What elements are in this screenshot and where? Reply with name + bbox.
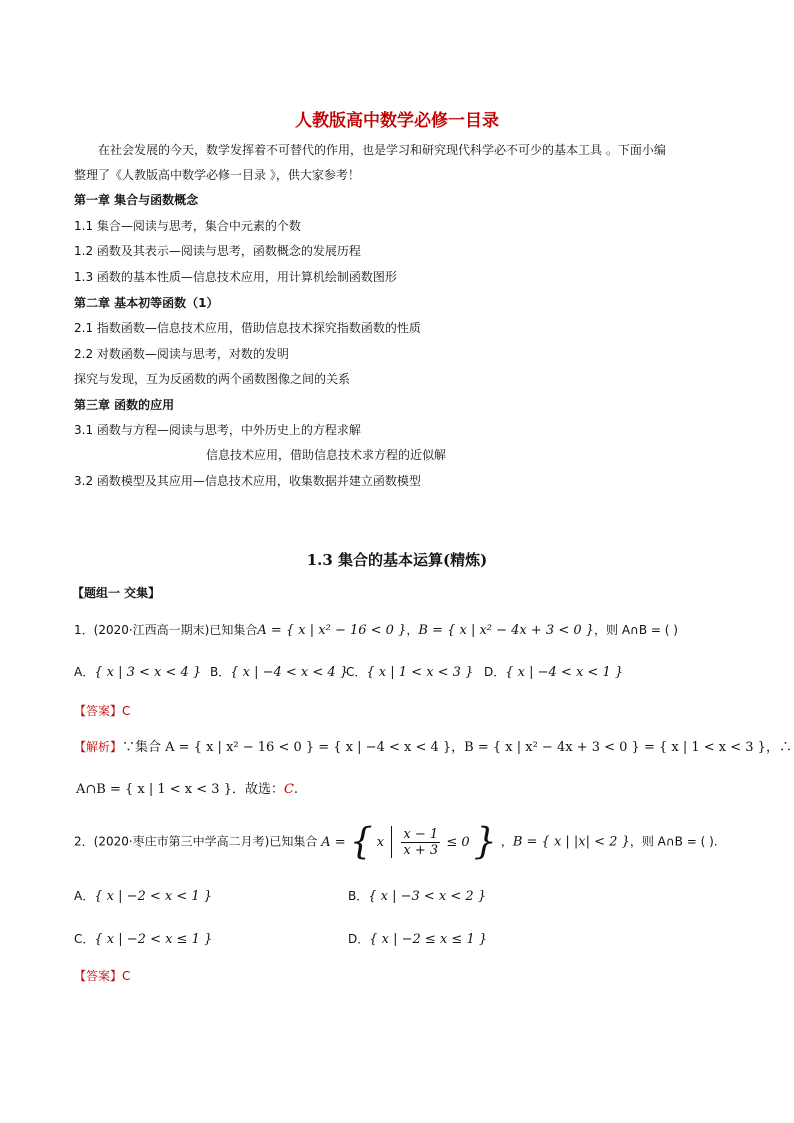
option-value: { x | 3 < x < 4 } xyxy=(94,665,202,680)
option-value: { x | −2 < x < 1 } xyxy=(94,889,213,904)
question-group-heading: 【题组一 交集】 xyxy=(72,586,161,600)
analysis-label: 【解析】 xyxy=(74,740,123,754)
left-brace-icon: { xyxy=(349,821,373,862)
set-a-rhs: ≤ 0 xyxy=(446,834,470,850)
answer-value: C xyxy=(122,969,131,983)
answer-label: 【答案】 xyxy=(74,969,123,983)
question-2-option-b[interactable] xyxy=(348,888,486,905)
chapter-3-item-2: 3.2 函数模型及其应用—信息技术应用，收集数据并建立函数模型 xyxy=(74,474,421,488)
chapter-2-heading: 第二章 基本初等函数（1） xyxy=(74,296,219,310)
set-var: x xyxy=(376,834,385,850)
intro-line-1: 在社会发展的今天，数学发挥着不可替代的作用，也是学习和研究现代科学必不可少的基本工具 。下面小编 xyxy=(98,143,666,157)
question-2-stem xyxy=(74,821,718,862)
question-2-set-a xyxy=(321,821,501,862)
question-2-answer xyxy=(74,968,130,984)
question-1-option-c[interactable] xyxy=(346,664,473,681)
question-1-stem xyxy=(74,622,678,639)
option-value: { x | −4 < x < 4 } xyxy=(230,665,349,680)
option-label: B． xyxy=(210,665,231,679)
option-label: A． xyxy=(74,665,95,679)
option-label: A． xyxy=(74,889,95,903)
question-2-option-c[interactable] xyxy=(74,931,212,948)
option-label: B． xyxy=(348,889,369,903)
chapter-2-item-1: 2.1 指数函数—信息技术应用，借助信息技术探究指数函数的性质 xyxy=(74,321,421,335)
question-1-set-a: A = { x | x² − 16 < 0 } xyxy=(257,623,407,638)
intro-line-2: 整理了《人教版高中数学必修一目录 》，供大家参考！ xyxy=(74,168,360,182)
analysis-choice: C xyxy=(283,782,294,797)
right-brace-icon: } xyxy=(473,821,497,862)
option-value: { x | −2 ≤ x ≤ 1 } xyxy=(369,932,488,947)
option-value: { x | −3 < x < 2 } xyxy=(368,889,487,904)
question-1-prefix: 1．(2020·江西高一期末)已知集合 xyxy=(74,623,258,637)
chapter-3-heading: 第三章 函数的应用 xyxy=(74,398,175,412)
option-label: C． xyxy=(346,665,367,679)
question-1-answer xyxy=(74,703,130,719)
question-2-prefix: 2．(2020·枣庄市第三中学高二月考)已知集合 xyxy=(74,834,318,849)
analysis-end: . xyxy=(293,782,299,797)
option-label: D． xyxy=(348,932,370,946)
chapter-1-item-2: 1.2 函数及其表示—阅读与思考，函数概念的发展历程 xyxy=(74,244,361,258)
chapter-2-item-2: 2.2 对数函数—阅读与思考，对数的发明 xyxy=(74,347,289,361)
question-1-sep: ， xyxy=(406,623,419,637)
fraction xyxy=(401,827,440,858)
option-value: { x | −2 < x ≤ 1 } xyxy=(94,932,213,947)
question-2-option-a[interactable] xyxy=(74,888,212,905)
section-title: 1.3 集合的基本运算(精炼) xyxy=(306,551,488,569)
analysis-text: ∵集合 A = { x | x² − 16 < 0 } = { x | −4 < x < 4 }，B = { x | x² − 4x + 3 < 0 } = { x | 1 < x < 3 }，∴ xyxy=(122,740,792,755)
chapter-3-item-1: 3.1 函数与方程—阅读与思考，中外历史上的方程求解 xyxy=(74,423,361,437)
question-1-ask: ，则 A∩B = ( ) xyxy=(594,623,678,637)
question-2-ask: ，则 A∩B = ( ). xyxy=(629,834,718,849)
chapter-1-item-3: 1.3 函数的基本性质—信息技术应用，用计算机绘制函数图形 xyxy=(74,270,397,284)
doc-title: 人教版高中数学必修一目录 xyxy=(295,111,499,131)
chapter-3-item-1b: 信息技术应用，借助信息技术求方程的近似解 xyxy=(206,448,447,462)
option-label: C． xyxy=(74,932,95,946)
chapter-2-item-3: 探究与发现，互为反函数的两个函数图像之间的关系 xyxy=(74,372,351,386)
question-1-option-d[interactable] xyxy=(484,664,623,681)
question-2-set-b: B = { x | |x| < 2 } xyxy=(512,834,630,850)
chapter-1-item-1: 1.1 集合—阅读与思考，集合中元素的个数 xyxy=(74,219,301,233)
option-value: { x | 1 < x < 3 } xyxy=(366,665,474,680)
fraction-denominator: x + 3 xyxy=(403,842,439,858)
question-1-analysis-line-1 xyxy=(74,739,792,756)
question-1-analysis-line-2 xyxy=(76,781,298,798)
question-1-set-b: B = { x | x² − 4x + 3 < 0 } xyxy=(418,623,595,638)
question-1-option-b[interactable] xyxy=(210,664,348,681)
divider-bar xyxy=(391,826,392,858)
set-a-lhs: A = xyxy=(321,834,346,850)
chapter-1-heading: 第一章 集合与函数概念 xyxy=(74,193,199,207)
question-2-option-d[interactable] xyxy=(348,931,487,948)
question-1-option-a[interactable] xyxy=(74,664,201,681)
option-label: D． xyxy=(484,665,506,679)
fraction-numerator: x − 1 xyxy=(403,826,439,842)
answer-value: C xyxy=(122,704,131,718)
answer-label: 【答案】 xyxy=(74,704,123,718)
analysis-text: A∩B = { x | 1 < x < 3 }．故选： xyxy=(76,782,284,797)
question-2-sep: ， xyxy=(500,834,513,849)
option-value: { x | −4 < x < 1 } xyxy=(505,665,624,680)
